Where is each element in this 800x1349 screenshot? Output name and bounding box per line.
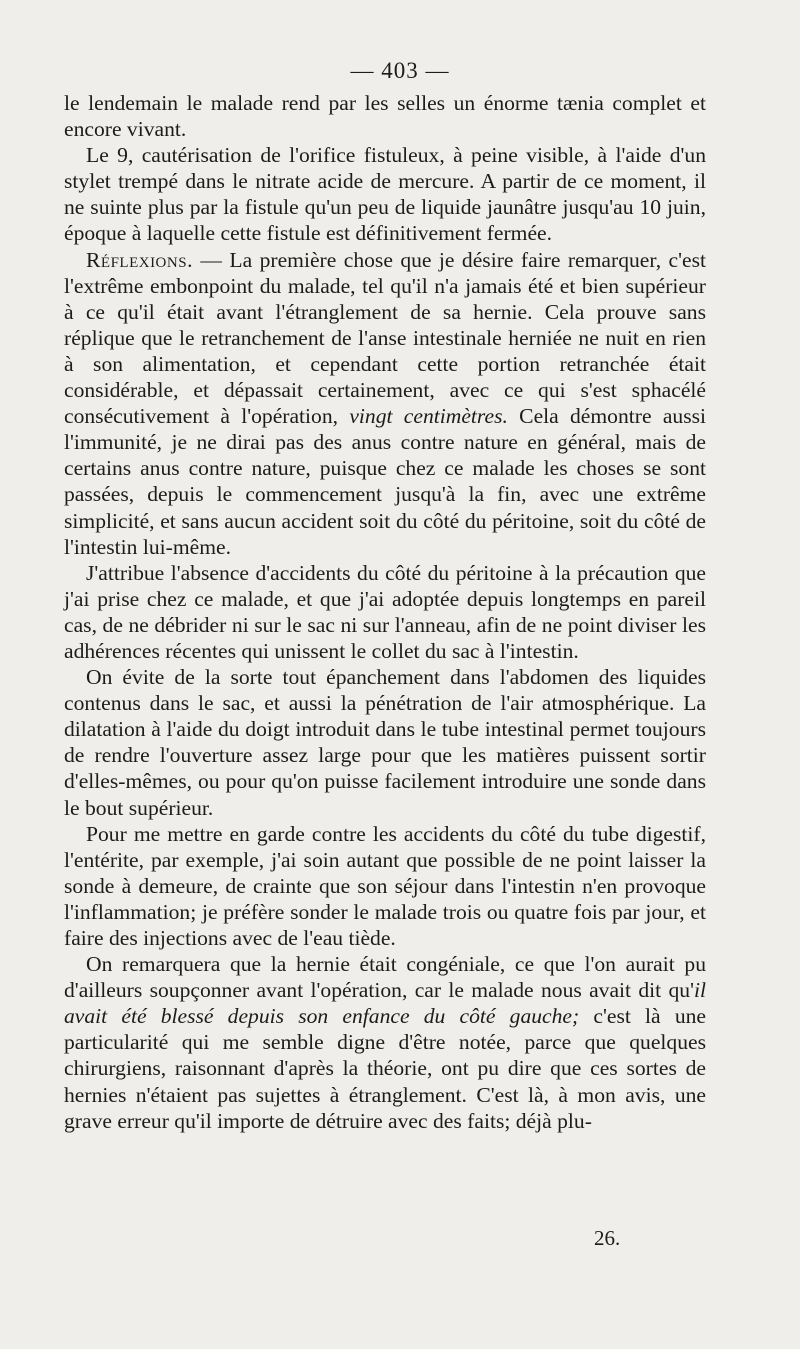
- paragraph-p3: [64, 247, 706, 560]
- page-body-text: [64, 90, 706, 1134]
- signature-mark: 26.: [594, 1226, 621, 1250]
- text-run: On remarquera que la hernie était congéniale, ce que l'on aurait pu d'ailleurs soupçonner avant l'opération, car le malade nous avait dit qu': [64, 952, 706, 1003]
- text-run: Le 9, cautérisation de l'orifice fistuleux, à peine visible, à l'aide d'un stylet trempé dans le nitrate acide de mercure. A partir de ce moment, il ne suinte plus par la fistule qu'un peu de liquide jaunâtre jusqu'au 10 juin, époque à laquelle cette fistule est définitivement fermée.: [64, 143, 706, 246]
- paragraph-p2: [64, 142, 706, 246]
- page-number: — 403 —: [350, 58, 450, 83]
- text-run: J'attribue l'absence d'accidents du côté du péritoine à la précaution que j'ai prise chez ce malade, et que j'ai adoptée depuis longtemps en pareil cas, de ne débrider ni sur le sac ni sur l'anneau, afin de ne point diviser les adhérences récentes qui unissent le collet du sac à l'intestin.: [64, 560, 706, 663]
- italic-phrase: il avait été blessé depuis son enfance du côté gauche;: [64, 978, 706, 1029]
- paragraph-p6: [64, 821, 706, 951]
- section-heading: Réflexions.: [86, 247, 193, 272]
- text-run: le lendemain le malade rend par les selles un énorme tænia complet et encore vivant.: [64, 91, 706, 142]
- text-run: c'est là une particularité qui me semble digne d'être notée, parce que quelques chirurgiens, raisonnant d'après la théorie, ont pu dire que ces sortes de hernies n'étaient pas sujettes à étranglement. C'est là, à mon avis, une grave erreur qu'il importe de détruire avec des faits; déjà plu-: [64, 1004, 706, 1133]
- text-run: On évite de la sorte tout épanchement dans l'abdomen des liquides contenus dans le sac, et aussi la pénétration de l'air atmosphérique. La dilatation à l'aide du doigt introduit dans le tube intestinal permet toujours de rendre l'ouverture assez large pour que les matières puissent sortir d'elles-mêmes, ou pour qu'on puisse facilement introduire une sonde dans le bout supérieur.: [64, 665, 706, 820]
- text-run: Pour me mettre en garde contre les accidents du côté du tube digestif, l'entérite, par exemple, j'ai soin autant que possible de ne point laisser la sonde à demeure, de crainte que son séjour dans l'intestin n'en provoque l'inflammation; je préfère sonder le malade trois ou quatre fois par jour, et faire des injections avec de l'eau tiède.: [64, 821, 706, 950]
- paragraph-p7: [64, 951, 706, 1134]
- paragraph-p5: [64, 664, 706, 821]
- italic-phrase: vingt centimètres.: [349, 404, 508, 429]
- paragraph-p1: [64, 90, 706, 142]
- text-run: — La première chose que je désire faire remarquer, c'est l'extrême embonpoint du malade, tel qu'il n'a jamais été et bien supérieur à ce qu'il était avant l'étranglement de sa hernie. Cela prouve sans réplique que le retranchement de l'anse intestinale herniée ne nuit en rien à son alimentation, et cependant cette portion retranchée était considérable, et dépassait certainement, avec ce qui s'est sphacélé consécutivement à l'opération,: [64, 247, 706, 429]
- text-run: Cela démontre aussi l'immunité, je ne dirai pas des anus contre nature en général, mais de certains anus contre nature, puisque chez ce malade les choses se sont passées, depuis le commencement jusqu'à la fin, avec une extrême simplicité, et sans aucun accident soit du côté du péritoine, soit du côté de l'intestin lui-même.: [64, 404, 707, 559]
- paragraph-p4: [64, 560, 706, 664]
